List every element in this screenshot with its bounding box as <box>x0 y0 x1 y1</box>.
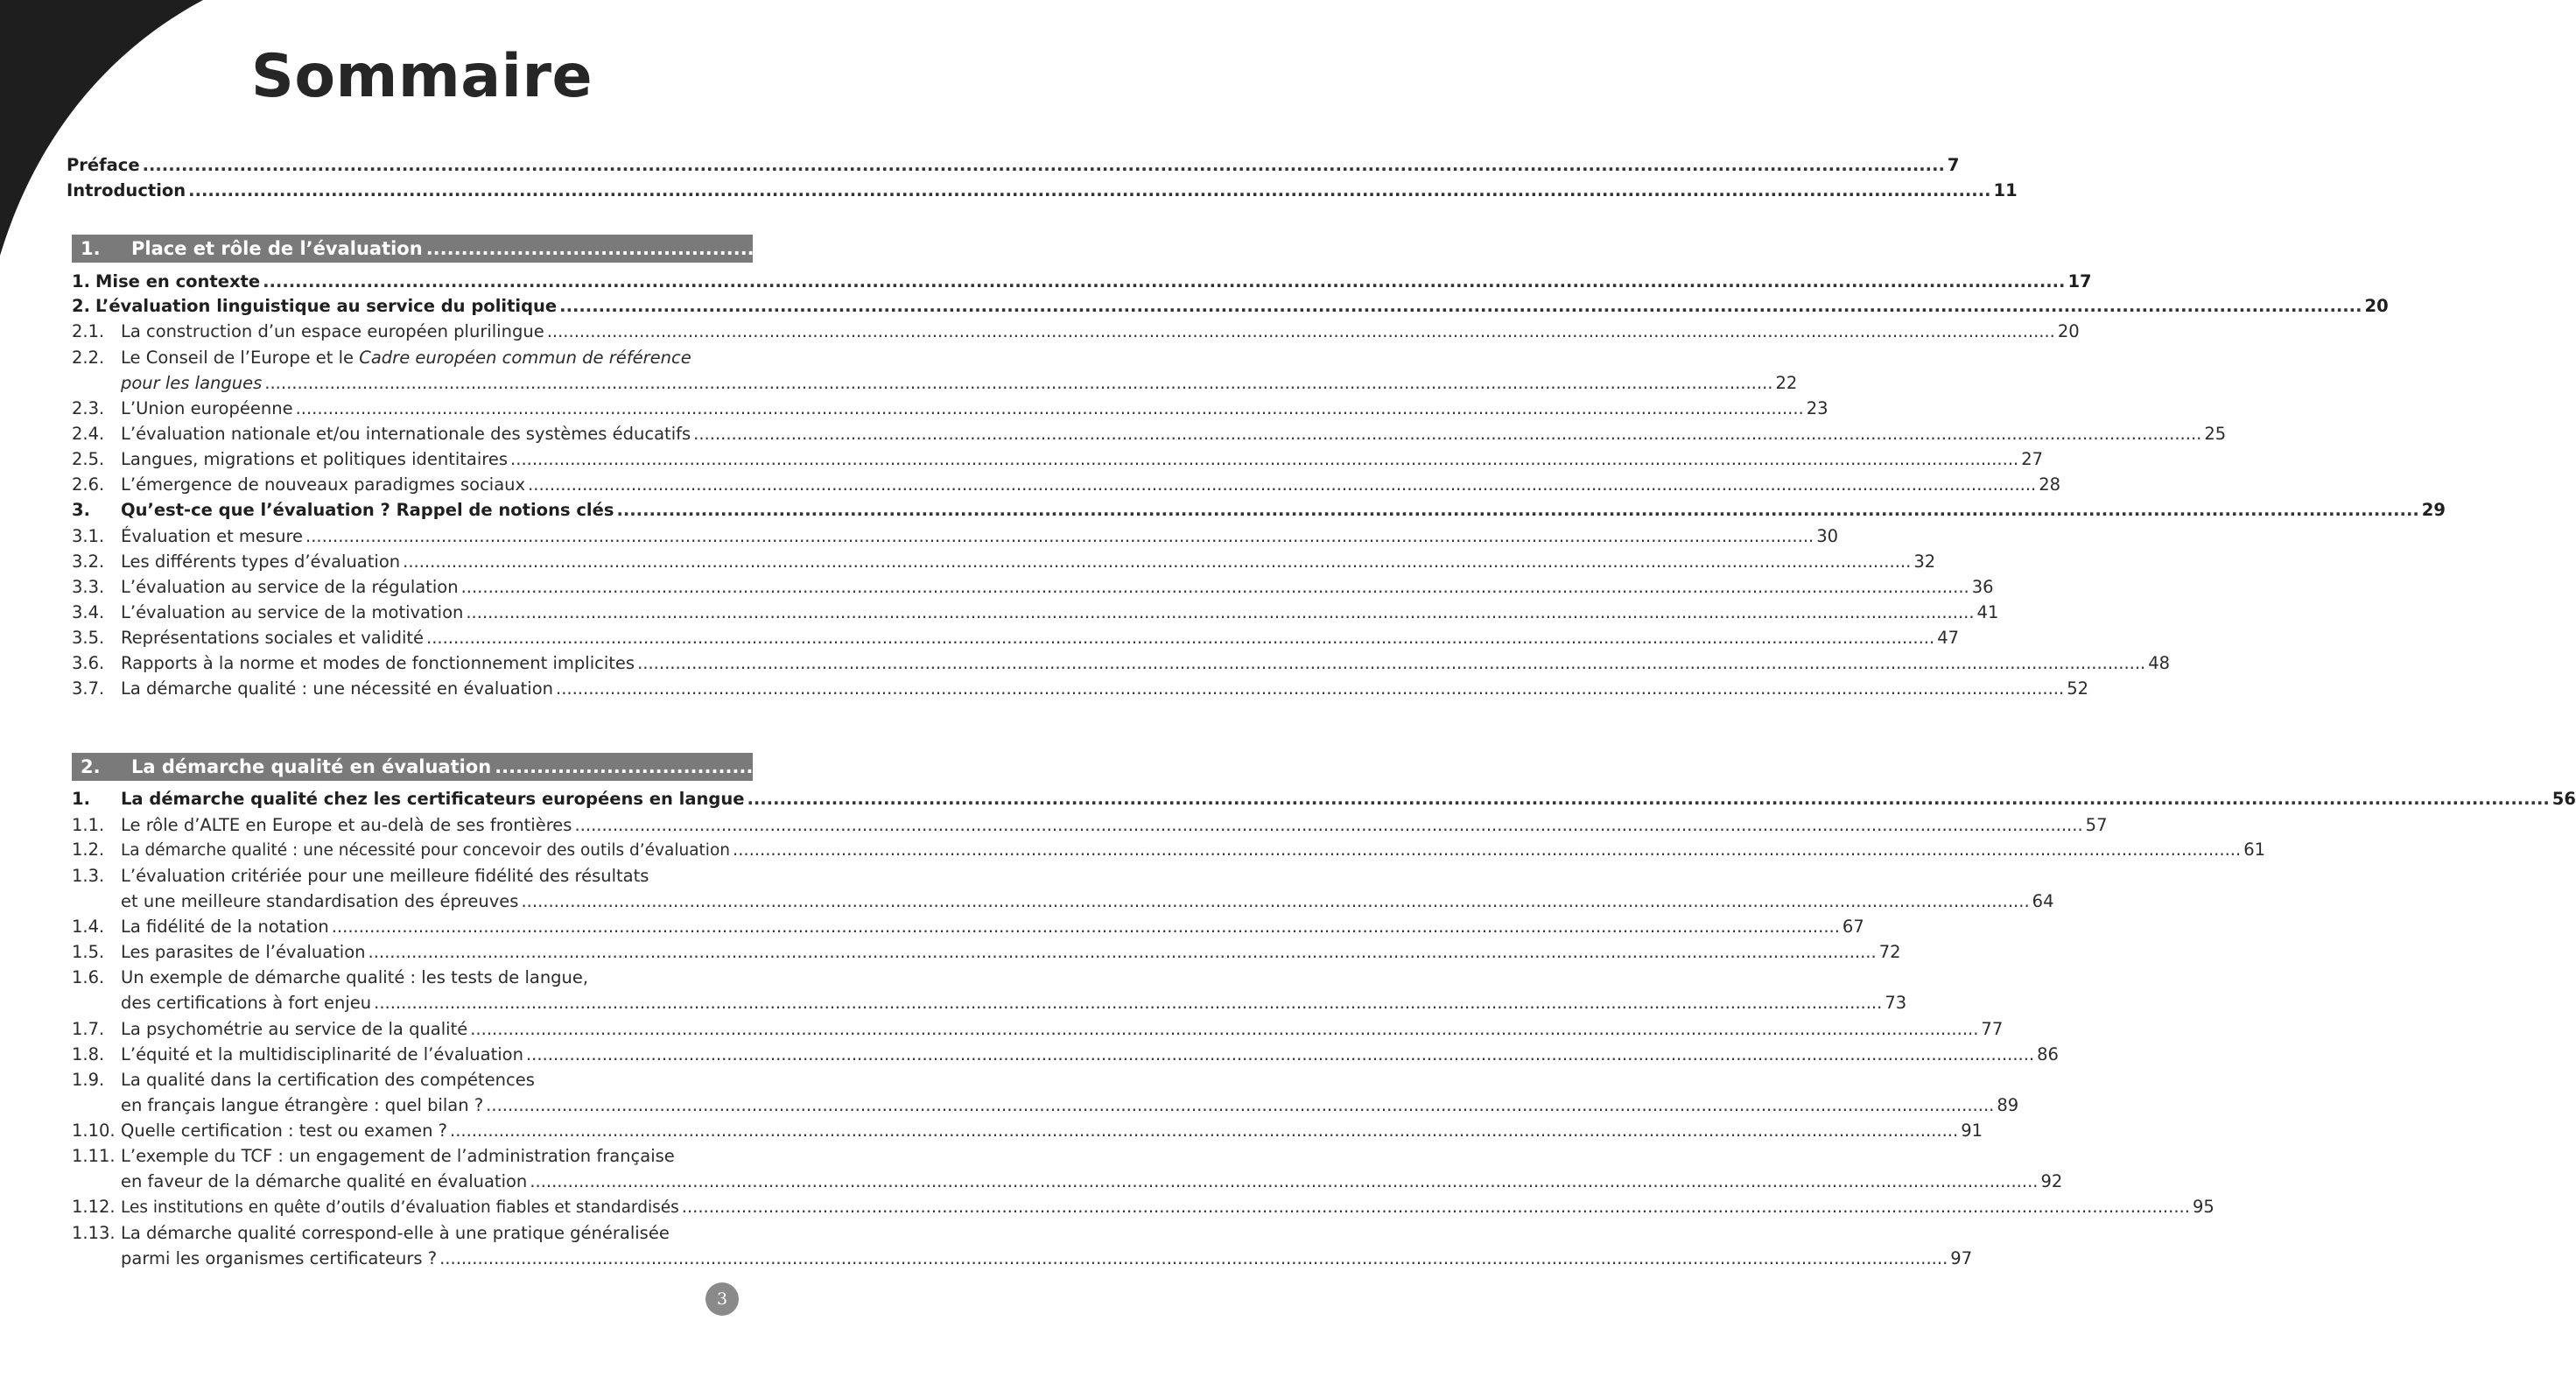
toc-page: 89 <box>1997 1095 2019 1115</box>
toc-entry[interactable] <box>72 676 2089 702</box>
toc-label: Un exemple de démarche qualité : les tests de langue, <box>121 967 589 987</box>
toc-number: 3.3. <box>72 577 105 597</box>
toc-entry-line1[interactable] <box>72 1067 753 1093</box>
toc-entry-line2[interactable] <box>121 1169 2063 1195</box>
toc-entry-line1[interactable] <box>72 345 753 371</box>
toc-page: 32 <box>1913 551 1936 572</box>
toc-entry[interactable] <box>72 1118 1983 1144</box>
toc-number: 2.2. <box>72 348 105 368</box>
toc-entry-line2[interactable] <box>121 1092 2019 1119</box>
toc-number: 1.12. <box>72 1197 116 1217</box>
toc-page: 48 <box>2148 653 2171 673</box>
toc-number: 1.11. <box>72 1146 116 1166</box>
leader-dots <box>682 1194 2190 1220</box>
toc-page: 20 <box>2057 321 2080 341</box>
toc-entry[interactable] <box>72 574 1994 601</box>
leader-dots <box>426 238 2368 259</box>
leader-dots <box>143 152 1945 179</box>
toc-entry[interactable] <box>72 293 2389 320</box>
toc-number: 2.3. <box>72 398 105 418</box>
toc-label: Évaluation et mesure <box>121 526 304 546</box>
toc-entry[interactable] <box>72 1016 2004 1043</box>
toc-entry-line2[interactable] <box>121 889 2054 915</box>
toc-label: Représentations sociales et validité <box>121 628 425 648</box>
toc-label: L’évaluation linguistique au service du politique <box>95 296 558 316</box>
toc-number: 1.2. <box>72 840 105 860</box>
toc-entry[interactable] <box>72 914 1864 940</box>
toc-number: 2.6. <box>72 474 105 495</box>
toc-entry[interactable] <box>72 319 2080 345</box>
toc-label: Les parasites de l’évaluation <box>121 942 366 962</box>
toc-entry[interactable] <box>72 396 1828 422</box>
toc-page: 61 <box>2243 840 2266 860</box>
toc-number: 1.6. <box>72 967 105 987</box>
toc-page: 57 <box>2085 815 2108 835</box>
toc-entry[interactable] <box>72 600 1999 626</box>
toc-page: 64 <box>2032 891 2054 911</box>
toc-entry-line2[interactable] <box>121 990 1907 1016</box>
toc-page: 28 <box>2039 474 2061 495</box>
leader-dots <box>332 914 1840 940</box>
toc-label: et une meilleure standardisation des épreuves <box>121 891 519 911</box>
toc-page: 91 <box>1961 1121 1983 1141</box>
leader-dots <box>403 549 1911 575</box>
leader-dots <box>528 472 2036 498</box>
toc-number: 2.5. <box>72 449 105 469</box>
toc-number: 3.2. <box>72 551 105 572</box>
toc-entry[interactable] <box>72 523 1839 550</box>
leader-dots <box>369 939 1877 966</box>
toc-entry[interactable] <box>72 421 2227 447</box>
leader-dots <box>486 1092 1994 1119</box>
toc-number: 3.1. <box>72 526 105 546</box>
toc-label: Les différents types d’évaluation <box>121 551 401 572</box>
toc-label: Langues, migrations et politiques identitaires <box>121 449 509 469</box>
leader-dots <box>296 396 1804 422</box>
leader-dots <box>637 650 2145 677</box>
toc-label-italic: Cadre européen commun de référence <box>359 348 691 368</box>
toc-entry-line1[interactable] <box>72 863 753 889</box>
toc-label-italic: pour les langues <box>121 373 263 393</box>
toc-number: 1.4. <box>72 917 105 937</box>
toc-page: 73 <box>1885 993 1907 1013</box>
toc-label: des certifications à fort enjeu <box>121 993 372 1013</box>
toc-page: 52 <box>2067 678 2089 699</box>
toc-number: 1.1. <box>72 815 105 835</box>
toc-number: 1.8. <box>72 1044 105 1064</box>
leader-dots <box>510 446 2018 473</box>
toc-page: 56 <box>2551 789 2576 809</box>
toc-label: Préface <box>67 155 140 175</box>
leader-dots <box>264 370 1772 397</box>
toc-page: 22 <box>1775 373 1798 393</box>
page-title: Sommaire <box>250 42 593 111</box>
toc-label: L’évaluation au service de la motivation <box>121 602 464 622</box>
toc-page: 47 <box>1937 628 1960 648</box>
page-number-badge: 3 <box>705 1282 739 1316</box>
leader-dots <box>521 889 2029 915</box>
toc-label: L’exemple du TCF : un engagement de l’administration française <box>121 1146 675 1166</box>
section-number: 1. <box>81 238 101 259</box>
leader-dots <box>426 625 1934 651</box>
leader-dots <box>188 178 1990 204</box>
leader-dots <box>547 319 2055 345</box>
toc-entry[interactable] <box>72 939 1901 966</box>
toc-page: 7 <box>1947 155 1960 175</box>
leader-dots <box>439 1246 1948 1272</box>
toc-entry[interactable] <box>72 269 2092 295</box>
toc-page: 30 <box>1816 526 1839 546</box>
toc-label: La psychométrie au service de la qualité <box>121 1019 468 1039</box>
toc-number: 3.7. <box>72 678 105 699</box>
toc-label: L’évaluation nationale et/ou internationale des systèmes éducatifs <box>121 424 691 444</box>
toc-entry[interactable] <box>72 786 2576 812</box>
toc-page: 86 <box>2037 1044 2059 1064</box>
toc-label: Le rôle d’ALTE en Europe et au-delà de ses frontières <box>121 815 572 835</box>
toc-page: 72 <box>1878 942 1901 962</box>
toc-page: 29 <box>2421 500 2446 520</box>
toc-label: Qu’est-ce que l’évaluation ? Rappel de notions clés <box>121 500 614 520</box>
toc-number: 2.4. <box>72 424 105 444</box>
toc-preface[interactable] <box>67 152 1960 179</box>
toc-page: 97 <box>1950 1248 1973 1268</box>
toc-entry[interactable] <box>72 1042 2059 1068</box>
section-page: 55 <box>2439 756 2466 777</box>
toc-label: L’Union européenne <box>121 398 293 418</box>
toc-introduction[interactable] <box>67 178 2018 204</box>
toc-number: 1.9. <box>72 1070 105 1090</box>
toc-label: La démarche qualité correspond-elle à une pratique généralisée <box>121 1223 670 1243</box>
toc-page: 41 <box>1976 602 1999 622</box>
toc-entry-line1[interactable] <box>72 1220 753 1247</box>
toc-entry[interactable] <box>72 497 2446 523</box>
leader-dots <box>559 293 2362 320</box>
leader-dots <box>263 269 2065 295</box>
toc-page: 11 <box>1993 180 2018 200</box>
leader-dots <box>450 1118 1958 1144</box>
toc-page: 77 <box>1981 1019 2004 1039</box>
leader-dots <box>466 600 1974 626</box>
toc-number: 1.5. <box>72 942 105 962</box>
leader-dots <box>747 786 2549 812</box>
toc-entry-line2[interactable] <box>121 370 1798 397</box>
toc-page: 95 <box>2192 1197 2215 1217</box>
toc-number: 1.7. <box>72 1019 105 1039</box>
leader-dots <box>616 497 2418 523</box>
toc-number: 1.3. <box>72 866 105 886</box>
section-title: Place et rôle de l’évaluation <box>131 238 423 259</box>
toc-page: 23 <box>1806 398 1828 418</box>
section-header-1[interactable] <box>72 235 2397 263</box>
toc-label: L’équité et la multidisciplinarité de l’évaluation <box>121 1044 523 1064</box>
toc-label: Rapports à la norme et modes de fonctionnement implicites <box>121 653 635 673</box>
toc-entry[interactable] <box>72 650 2171 677</box>
toc-entry[interactable] <box>72 446 2044 473</box>
leader-dots <box>556 676 2064 702</box>
toc-page: 67 <box>1842 917 1864 937</box>
toc-number: 3. <box>72 500 90 520</box>
section-header-2[interactable] <box>72 753 2466 781</box>
toc-page: 17 <box>2067 271 2092 292</box>
toc-number: 3.6. <box>72 653 105 673</box>
leader-dots <box>470 1016 1978 1043</box>
toc-entry[interactable] <box>72 472 2061 498</box>
toc-entry[interactable] <box>72 812 2108 839</box>
toc-label: Quelle certification : test ou examen ? <box>121 1121 447 1141</box>
leader-dots <box>495 756 2436 777</box>
toc-page: 25 <box>2204 424 2227 444</box>
corner-decoration <box>0 0 210 263</box>
toc-label: en français langue étrangère : quel bilan ? <box>121 1095 484 1115</box>
toc-number: 1. <box>72 789 90 809</box>
leader-dots <box>526 1042 2034 1068</box>
leader-dots <box>530 1169 2038 1195</box>
toc-label: Introduction <box>67 180 186 200</box>
toc-number: 3.5. <box>72 628 105 648</box>
toc-label: La démarche qualité : une nécessité en évaluation <box>121 678 554 699</box>
toc-page: 36 <box>1971 577 1994 597</box>
toc-entry-line2[interactable] <box>121 1246 1973 1272</box>
toc-entry[interactable] <box>72 625 1960 651</box>
toc-entry-line1[interactable] <box>72 965 753 991</box>
toc-label-text: Le Conseil de l’Europe et le <box>121 348 354 368</box>
leader-dots <box>733 837 2241 863</box>
toc-label: La fidélité de la notation <box>121 917 329 937</box>
leader-dots <box>574 812 2082 839</box>
toc-label: La qualité dans la certification des compétences <box>121 1070 535 1090</box>
toc-label: L’évaluation au service de la régulation <box>121 577 459 597</box>
section-page: 17 <box>2370 238 2397 259</box>
toc-label: La démarche qualité chez les certificateurs européens en langue <box>121 789 745 809</box>
toc-page: 27 <box>2021 449 2044 469</box>
toc-entry-line1[interactable] <box>72 1143 753 1170</box>
toc-label: La démarche qualité : une nécessité pour concevoir des outils d’évaluation <box>121 841 730 860</box>
toc-label: Mise en contexte <box>95 271 261 292</box>
toc-entry[interactable] <box>72 1194 2215 1220</box>
toc-label: L’évaluation critériée pour une meilleure fidélité des résultats <box>121 866 649 886</box>
section-title: La démarche qualité en évaluation <box>131 756 492 777</box>
toc-label: La construction d’un espace européen plurilingue <box>121 321 544 341</box>
toc-label: en faveur de la démarche qualité en évaluation <box>121 1171 528 1191</box>
toc-number: 1.10. <box>72 1121 116 1141</box>
toc-number: 1.13. <box>72 1223 116 1243</box>
toc-number: 2.1. <box>72 321 105 341</box>
toc-page: 20 <box>2364 296 2389 316</box>
toc-number: 1. <box>72 271 90 292</box>
toc-label: Les institutions en quête d’outils d’évaluation fiables et standardisés <box>121 1198 679 1217</box>
leader-dots <box>374 990 1882 1016</box>
toc-label: L’émergence de nouveaux paradigmes sociaux <box>121 474 526 495</box>
toc-label <box>121 345 691 371</box>
toc-label: parmi les organismes certificateurs ? <box>121 1248 438 1268</box>
toc-entry[interactable] <box>72 837 2266 863</box>
leader-dots <box>461 574 1969 601</box>
leader-dots <box>305 523 1814 550</box>
toc-page: 92 <box>2040 1171 2063 1191</box>
toc-number: 3.4. <box>72 602 105 622</box>
toc-number: 2. <box>72 296 90 316</box>
leader-dots <box>693 421 2201 447</box>
section-number: 2. <box>81 756 101 777</box>
toc-entry[interactable] <box>72 549 1936 575</box>
